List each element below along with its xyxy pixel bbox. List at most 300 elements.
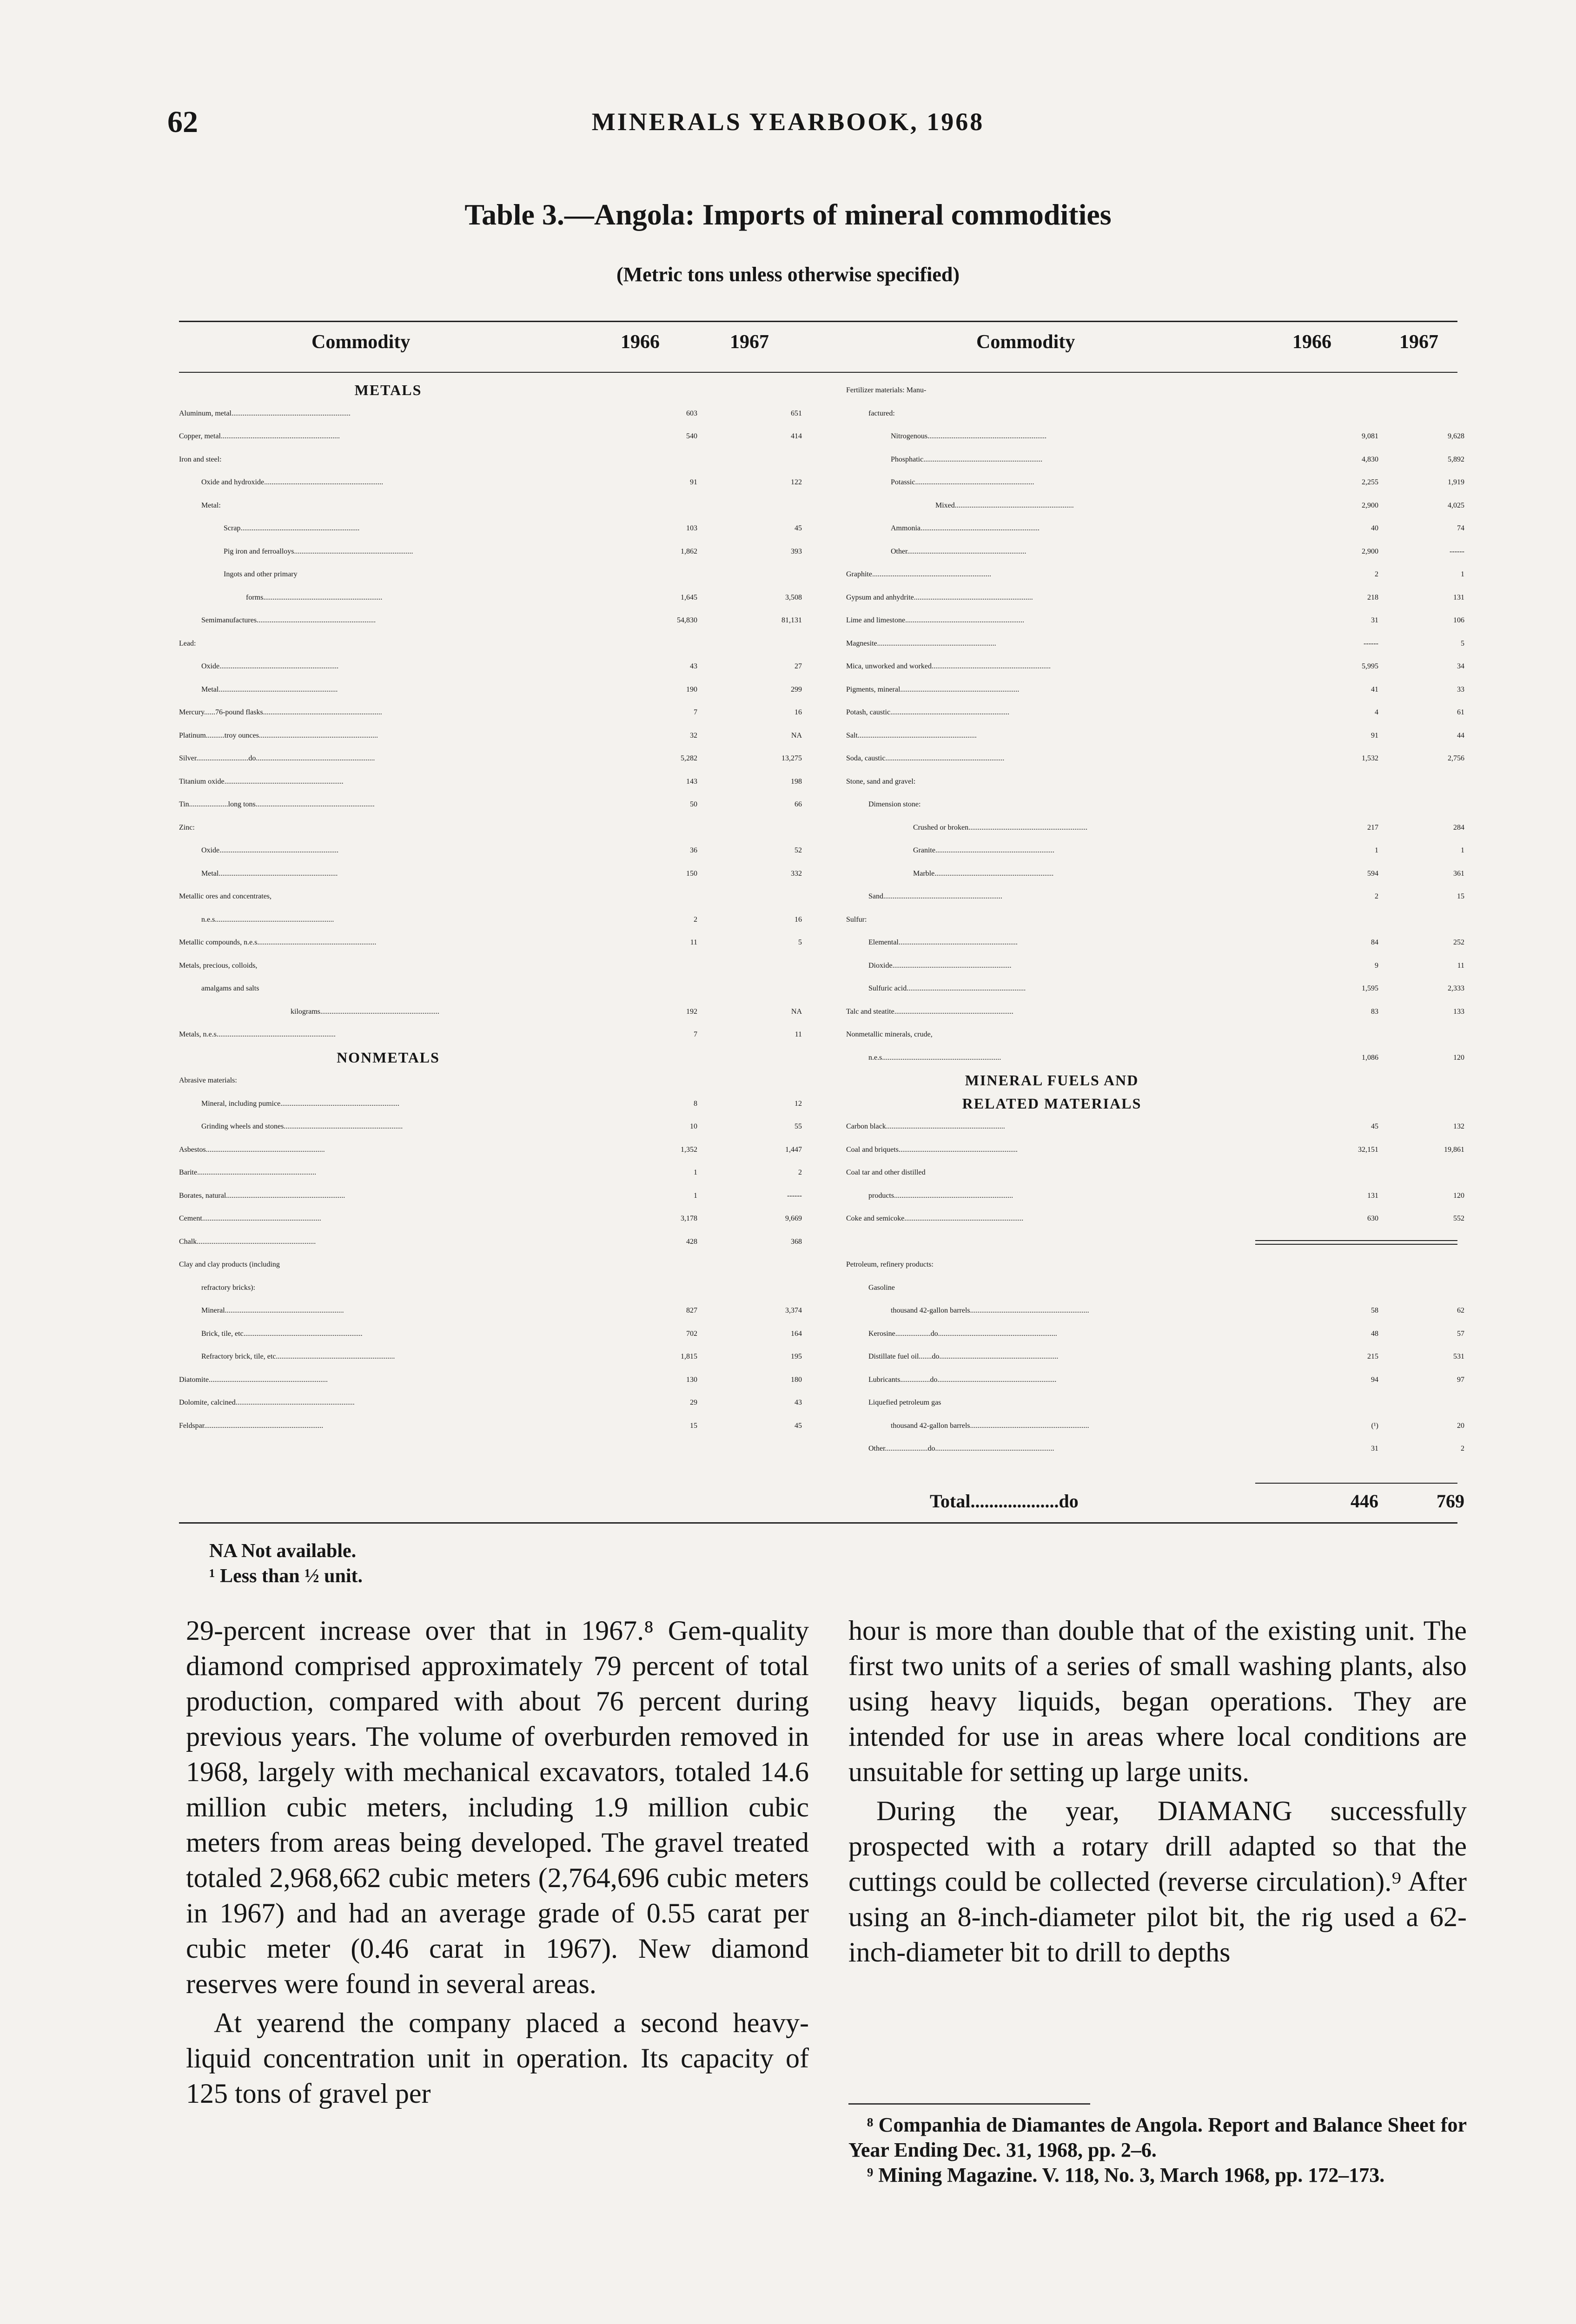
footnotes xyxy=(848,2113,1467,2188)
value-1967: 45 xyxy=(795,524,802,532)
row-label: Grinding wheels and stones................................................................ xyxy=(201,1122,403,1130)
value-1967: 1,447 xyxy=(785,1145,802,1154)
table-row xyxy=(846,1345,1464,1368)
row-label: Refractory brick, tile, etc................................................................ xyxy=(201,1353,395,1360)
value-1967: 5,892 xyxy=(1448,455,1464,463)
footnote-9: ⁹ Mining Magazine. V. 118, No. 3, March 1968, pp. 172–173. xyxy=(867,2164,1385,2186)
value-1967: 44 xyxy=(1457,731,1464,739)
row-label: Chalk................................................................ xyxy=(179,1237,316,1246)
row-label: Titanium oxide................................................................ xyxy=(179,777,344,786)
row-label: Barite................................................................ xyxy=(179,1169,317,1176)
table-row xyxy=(179,1184,802,1208)
row-label: Other.......................do................................................................ xyxy=(868,1445,1054,1452)
table-row xyxy=(179,954,802,977)
running-header xyxy=(167,105,1409,142)
footnote-rule xyxy=(848,2103,1090,2105)
row-label: Potassic................................................................ xyxy=(891,478,1034,486)
row-label: RELATED MATERIALS xyxy=(962,1095,1142,1112)
row-label: Mineral................................................................ xyxy=(201,1307,344,1314)
row-label: Metallic ores and concentrates, xyxy=(179,892,272,900)
left-col-commodity: Commodity xyxy=(311,331,411,353)
value-1966: 8 xyxy=(694,1099,697,1108)
table-row xyxy=(846,885,1464,908)
table-row xyxy=(846,1069,1464,1092)
table-row xyxy=(846,1023,1464,1046)
note-1: ¹ Less than ½ unit. xyxy=(209,1565,363,1587)
value-1966: 192 xyxy=(686,1007,697,1016)
value-1966: 29 xyxy=(690,1399,697,1406)
table-row xyxy=(846,632,1464,655)
value-1967: 3,508 xyxy=(785,593,802,601)
table-row xyxy=(846,1322,1464,1346)
row-label: Metallic compounds, n.e.s................................................................ xyxy=(179,938,377,946)
row-label: Nonmetallic minerals, crude, xyxy=(846,1030,933,1038)
row-label: Mineral, including pumice................................................................ xyxy=(201,1099,400,1108)
row-label: Borates, natural................................................................ xyxy=(179,1191,345,1200)
row-label: Soda, caustic................................................................ xyxy=(846,754,1005,762)
table-row xyxy=(179,1023,802,1046)
value-1966: 1,086 xyxy=(1362,1053,1378,1062)
table-row xyxy=(179,379,802,402)
row-label: Distillate fuel oil.......do................................................................ xyxy=(868,1353,1059,1360)
row-label: forms................................................................ xyxy=(246,593,383,601)
body-right-column xyxy=(848,1613,1467,1970)
value-1967: 2 xyxy=(1461,1445,1464,1452)
value-1967: 19,861 xyxy=(1444,1145,1464,1154)
value-1967: 414 xyxy=(791,432,802,440)
table-row xyxy=(846,1230,1464,1254)
value-1966: 54,830 xyxy=(677,616,697,624)
row-label: Mercury......76-pound flasks................................................................ xyxy=(179,708,382,716)
value-1966: 32 xyxy=(690,731,697,739)
total-1967: 769 xyxy=(1437,1491,1464,1512)
row-label: Nitrogenous................................................................ xyxy=(891,432,1047,440)
value-1966: 45 xyxy=(1371,1122,1378,1130)
row-label: Semimanufactures................................................................ xyxy=(201,616,376,624)
value-1967: 332 xyxy=(791,869,802,878)
row-label: Mixed................................................................ xyxy=(935,501,1074,509)
row-label: amalgams and salts xyxy=(201,984,259,992)
value-1967: 3,374 xyxy=(785,1307,802,1314)
total-double-rule-2 xyxy=(1255,1244,1457,1245)
body-left-p2: At yearend the company placed a second heavy-liquid concentration unit in operation. Its capacity of 125 tons of gravel per xyxy=(186,2007,809,2109)
table-row xyxy=(179,1391,802,1414)
value-1967: 1 xyxy=(1461,846,1464,854)
row-label: Silver............................do................................................................ xyxy=(179,754,375,762)
value-1966: 594 xyxy=(1367,869,1378,878)
value-1967: 12 xyxy=(795,1099,802,1108)
row-label: Feldspar................................................................ xyxy=(179,1421,324,1430)
table-bottom-rule xyxy=(179,1522,1457,1524)
value-1967: 34 xyxy=(1457,662,1464,670)
row-label: Potash, caustic................................................................ xyxy=(846,708,1010,716)
row-label: Aluminum, metal................................................................ xyxy=(179,409,351,417)
table-row xyxy=(179,1368,802,1392)
table-row xyxy=(846,908,1464,931)
value-1966: 217 xyxy=(1367,823,1378,832)
value-1966: 150 xyxy=(686,869,697,878)
value-1967: 5 xyxy=(1461,639,1464,647)
table-row xyxy=(179,609,802,632)
value-1966: 2 xyxy=(694,915,697,924)
table-row xyxy=(846,1299,1464,1322)
value-1966: 2 xyxy=(1375,570,1378,578)
value-1966: 91 xyxy=(690,478,697,486)
left-col-1966: 1966 xyxy=(621,331,660,353)
value-1967: 20 xyxy=(1457,1421,1464,1430)
value-1967: 361 xyxy=(1453,869,1464,878)
table-row xyxy=(179,448,802,471)
table-right-half xyxy=(846,379,1464,1460)
value-1967: 97 xyxy=(1457,1375,1464,1384)
row-label: Brick, tile, etc................................................................ xyxy=(201,1329,363,1338)
value-1966: 9,081 xyxy=(1362,432,1378,440)
total-1966: 446 xyxy=(1351,1491,1378,1512)
total-double-rule xyxy=(1255,1240,1457,1241)
total-row xyxy=(846,1490,1464,1513)
table-row xyxy=(846,701,1464,724)
table-row xyxy=(846,1092,1464,1116)
value-1967: 368 xyxy=(791,1237,802,1246)
table-row xyxy=(846,724,1464,747)
value-1967: 195 xyxy=(791,1353,802,1360)
table-row xyxy=(846,425,1464,448)
table-row xyxy=(179,586,802,609)
page-number: 62 xyxy=(167,105,198,139)
row-label: Metal................................................................ xyxy=(201,869,338,878)
row-label: Ammonia................................................................ xyxy=(891,524,1040,532)
value-1967: 180 xyxy=(791,1375,802,1384)
table-row xyxy=(846,1276,1464,1300)
row-label: Marble................................................................ xyxy=(913,869,1054,878)
table-row xyxy=(846,402,1464,425)
value-1967: 43 xyxy=(795,1399,802,1406)
row-label: Ingots and other primary xyxy=(224,570,298,578)
table-head-rule xyxy=(179,372,1457,373)
right-col-1966: 1966 xyxy=(1292,331,1331,353)
row-label: Lime and limestone................................................................ xyxy=(846,616,1025,624)
table-row xyxy=(179,1207,802,1230)
table-row xyxy=(179,1230,802,1254)
table-row xyxy=(179,678,802,701)
value-1966: 2,900 xyxy=(1362,547,1378,555)
table-row xyxy=(179,517,802,540)
total-label: Total...................do xyxy=(930,1491,1079,1512)
value-1966: 91 xyxy=(1371,731,1378,739)
value-1966: 827 xyxy=(686,1307,697,1314)
table-row xyxy=(179,1115,802,1138)
table-row xyxy=(846,448,1464,471)
value-1966: 190 xyxy=(686,685,697,693)
row-label: Cement................................................................ xyxy=(179,1215,321,1222)
row-label: Abrasive materials: xyxy=(179,1076,237,1084)
value-1966: 31 xyxy=(1371,616,1378,624)
value-1967: 27 xyxy=(795,662,802,670)
table-notes xyxy=(209,1538,363,1589)
value-1966: 428 xyxy=(686,1237,697,1246)
row-label: Tin.....................long tons................................................................ xyxy=(179,800,375,808)
value-1967: 16 xyxy=(795,708,802,716)
table-row xyxy=(846,1368,1464,1392)
table-row xyxy=(179,770,802,793)
row-label: Granite................................................................ xyxy=(913,846,1054,854)
table-row xyxy=(846,793,1464,816)
value-1966: 10 xyxy=(690,1122,697,1130)
row-label: Petroleum, refinery products: xyxy=(846,1261,934,1268)
value-1967: 299 xyxy=(791,685,802,693)
row-label: METALS xyxy=(354,382,422,398)
table-row xyxy=(179,839,802,862)
table-row xyxy=(179,655,802,678)
value-1967: 252 xyxy=(1453,938,1464,946)
left-col-1967: 1967 xyxy=(730,331,769,353)
row-label: Clay and clay products (including xyxy=(179,1261,280,1268)
value-1967: NA xyxy=(791,1007,802,1016)
row-label: refractory bricks): xyxy=(201,1283,255,1292)
table-row xyxy=(846,655,1464,678)
table-row xyxy=(179,1322,802,1346)
value-1967: 1,919 xyxy=(1448,478,1464,486)
table-row xyxy=(846,379,1464,402)
table-row xyxy=(179,816,802,839)
table-row xyxy=(179,1253,802,1276)
row-label: thousand 42-gallon barrels................................................................ xyxy=(891,1307,1089,1314)
value-1966: 84 xyxy=(1371,938,1378,946)
value-1966: 5,282 xyxy=(681,754,697,762)
value-1967: 651 xyxy=(791,409,802,417)
table-row xyxy=(846,540,1464,563)
value-1966: 1,862 xyxy=(681,547,697,555)
table-row xyxy=(179,1046,802,1070)
table-row xyxy=(179,563,802,586)
value-1967: 9,669 xyxy=(785,1215,802,1222)
row-label: Oxide................................................................ xyxy=(201,846,339,854)
value-1966: 5,995 xyxy=(1362,662,1378,670)
value-1966: 630 xyxy=(1367,1215,1378,1222)
value-1966: 36 xyxy=(690,846,697,854)
value-1967: 4,025 xyxy=(1448,501,1464,509)
value-1967: 2,756 xyxy=(1448,754,1464,762)
value-1967: ------ xyxy=(1450,547,1464,555)
body-right-p2: During the year, DIAMANG successfully prospected with a rotary drill adapted so that the cuttings could be collected (reverse circulation).⁹ After using an 8-inch-diameter pilot bit, the rig used a 62-inch-diameter bit to drill to depths xyxy=(848,1796,1467,1967)
value-1967: 16 xyxy=(795,915,802,924)
value-1967: 81,131 xyxy=(781,616,802,624)
row-label: Scrap................................................................ xyxy=(224,524,360,532)
row-label: Sulfur: xyxy=(846,915,867,924)
value-1967: 57 xyxy=(1457,1329,1464,1338)
row-label: Diatomite................................................................ xyxy=(179,1375,328,1384)
table-row xyxy=(846,1414,1464,1438)
value-1967: 120 xyxy=(1453,1191,1464,1200)
table-row xyxy=(179,724,802,747)
total-rule xyxy=(1255,1483,1457,1484)
row-label: Metal................................................................ xyxy=(201,685,338,693)
value-1966: 2,255 xyxy=(1362,478,1378,486)
value-1966: 1,352 xyxy=(681,1145,697,1154)
value-1967: 11 xyxy=(1457,961,1464,970)
row-label: Pig iron and ferroalloys................................................................ xyxy=(224,547,413,555)
table-row xyxy=(846,1115,1464,1138)
value-1967: 120 xyxy=(1453,1053,1464,1062)
row-label: Copper, metal................................................................ xyxy=(179,432,340,440)
row-label: Asbestos................................................................ xyxy=(179,1145,325,1154)
value-1966: 1 xyxy=(694,1191,697,1200)
table-row xyxy=(846,609,1464,632)
value-1966: 7 xyxy=(694,1030,697,1038)
table-row xyxy=(179,1161,802,1184)
table-row xyxy=(846,839,1464,862)
row-label: Lubricants................do................................................................ xyxy=(868,1375,1057,1384)
value-1966: 40 xyxy=(1371,524,1378,532)
table-row xyxy=(179,402,802,425)
table-row xyxy=(846,1046,1464,1070)
value-1967: 15 xyxy=(1457,892,1464,900)
row-label: Coke and semicoke................................................................ xyxy=(846,1215,1024,1222)
row-label: n.e.s................................................................ xyxy=(868,1053,1001,1062)
table-row xyxy=(846,1000,1464,1023)
table-row xyxy=(179,931,802,954)
value-1967: 122 xyxy=(791,478,802,486)
row-label: Metal: xyxy=(201,501,221,509)
row-label: Oxide................................................................ xyxy=(201,662,339,670)
value-1967: 2,333 xyxy=(1448,984,1464,992)
row-label: Liquefied petroleum gas xyxy=(868,1399,941,1406)
row-label: Metals, precious, colloids, xyxy=(179,961,258,970)
row-label: products................................................................ xyxy=(868,1191,1013,1200)
value-1966: 1,815 xyxy=(681,1353,697,1360)
row-label: Metals, n.e.s................................................................ xyxy=(179,1030,336,1038)
value-1966: 94 xyxy=(1371,1375,1378,1384)
table-row xyxy=(179,1069,802,1092)
table-row xyxy=(846,563,1464,586)
table-row xyxy=(846,747,1464,770)
value-1967: 74 xyxy=(1457,524,1464,532)
value-1967: 132 xyxy=(1453,1122,1464,1130)
table-row xyxy=(846,494,1464,517)
table-row xyxy=(179,1299,802,1322)
row-label: Dolomite, calcined................................................................ xyxy=(179,1399,355,1406)
table-row xyxy=(179,885,802,908)
table-row xyxy=(846,1138,1464,1162)
table-row xyxy=(846,586,1464,609)
row-label: Fertilizer materials: Manu- xyxy=(846,386,927,394)
table-top-rule xyxy=(179,321,1457,322)
row-label: Talc and steatite................................................................ xyxy=(846,1007,1013,1016)
table-row xyxy=(179,701,802,724)
row-label: Dimension stone: xyxy=(868,800,921,808)
right-col-commodity: Commodity xyxy=(976,331,1075,353)
value-1967: 531 xyxy=(1453,1353,1464,1360)
value-1966: 7 xyxy=(694,708,697,716)
value-1966: 1,645 xyxy=(681,593,697,601)
value-1966: 11 xyxy=(690,938,697,946)
value-1966: 702 xyxy=(686,1329,697,1338)
value-1967: 62 xyxy=(1457,1307,1464,1314)
value-1967: 33 xyxy=(1457,685,1464,693)
value-1967: 198 xyxy=(791,777,802,786)
row-label: Gypsum and anhydrite................................................................ xyxy=(846,593,1033,601)
row-label: Crushed or broken................................................................ xyxy=(913,823,1088,832)
row-label: NONMETALS xyxy=(337,1049,440,1066)
row-label: Sulfuric acid................................................................ xyxy=(868,984,1026,992)
row-label: Lead: xyxy=(179,639,196,647)
table-row xyxy=(846,471,1464,494)
table-row xyxy=(179,1276,802,1300)
table-left-half xyxy=(179,379,802,1437)
row-label: factured: xyxy=(868,409,895,417)
table-row xyxy=(179,494,802,517)
table-row xyxy=(179,1000,802,1023)
value-1966: 215 xyxy=(1367,1353,1378,1360)
table-row xyxy=(846,1253,1464,1276)
body-right-p1: hour is more than double that of the existing unit. The first two units of a series of small washing plants, also using heavy liquids, began operations. They are intended for use in areas where local conditions are unsuitable for setting up large units. xyxy=(848,1615,1467,1787)
row-label: Coal and briquets................................................................ xyxy=(846,1145,1018,1154)
value-1966: 3,178 xyxy=(681,1215,697,1222)
table-row xyxy=(179,747,802,770)
value-1966: 83 xyxy=(1371,1007,1378,1016)
right-col-1967: 1967 xyxy=(1399,331,1438,353)
value-1967: 66 xyxy=(795,800,802,808)
row-label: thousand 42-gallon barrels................................................................ xyxy=(891,1421,1089,1430)
value-1966: 2 xyxy=(1375,892,1378,900)
table-row xyxy=(179,1092,802,1116)
table-row xyxy=(846,770,1464,793)
value-1967: 13,275 xyxy=(781,754,802,762)
table-row xyxy=(179,471,802,494)
value-1966: 4 xyxy=(1375,708,1378,716)
value-1967: 2 xyxy=(798,1169,802,1176)
value-1967: 131 xyxy=(1453,593,1464,601)
value-1966: 130 xyxy=(686,1375,697,1384)
row-label: Pigments, mineral................................................................ xyxy=(846,685,1020,693)
value-1967: 55 xyxy=(795,1122,802,1130)
value-1966: 2,900 xyxy=(1362,501,1378,509)
row-label: Carbon black................................................................ xyxy=(846,1122,1005,1130)
table-row xyxy=(846,1437,1464,1460)
table-row xyxy=(179,793,802,816)
row-label: Phosphatic................................................................ xyxy=(891,455,1043,463)
table-row xyxy=(179,1345,802,1368)
value-1966: 131 xyxy=(1367,1191,1378,1200)
row-label: Zinc: xyxy=(179,823,195,832)
value-1966: 41 xyxy=(1371,685,1378,693)
value-1967: 106 xyxy=(1453,616,1464,624)
table-title: Table 3.—Angola: Imports of mineral commodities xyxy=(464,198,1112,231)
value-1967: 61 xyxy=(1457,708,1464,716)
footnote-8: ⁸ Companhia de Diamantes de Angola. Report and Balance Sheet for Year Ending Dec. 31, 1968, pp. 2–6. xyxy=(848,2113,1467,2161)
table-row xyxy=(179,425,802,448)
value-1966: 48 xyxy=(1371,1329,1378,1338)
table-row xyxy=(179,908,802,931)
table-row xyxy=(846,1184,1464,1208)
value-1966: 1,532 xyxy=(1362,754,1378,762)
row-label: Elemental................................................................ xyxy=(868,938,1018,946)
row-label: Kerosine...................do................................................................ xyxy=(868,1329,1057,1338)
value-1967: 9,628 xyxy=(1448,432,1464,440)
table-row xyxy=(179,632,802,655)
table-row xyxy=(846,1207,1464,1230)
value-1967: 393 xyxy=(791,547,802,555)
row-label: Sand................................................................ xyxy=(868,892,1002,900)
value-1967: 552 xyxy=(1453,1215,1464,1222)
value-1967: 284 xyxy=(1453,823,1464,832)
value-1966: 143 xyxy=(686,777,697,786)
table-row xyxy=(846,1391,1464,1414)
value-1966: 15 xyxy=(690,1421,697,1430)
table-row xyxy=(846,954,1464,977)
body-left-column xyxy=(186,1613,809,2111)
value-1967: 133 xyxy=(1453,1007,1464,1016)
